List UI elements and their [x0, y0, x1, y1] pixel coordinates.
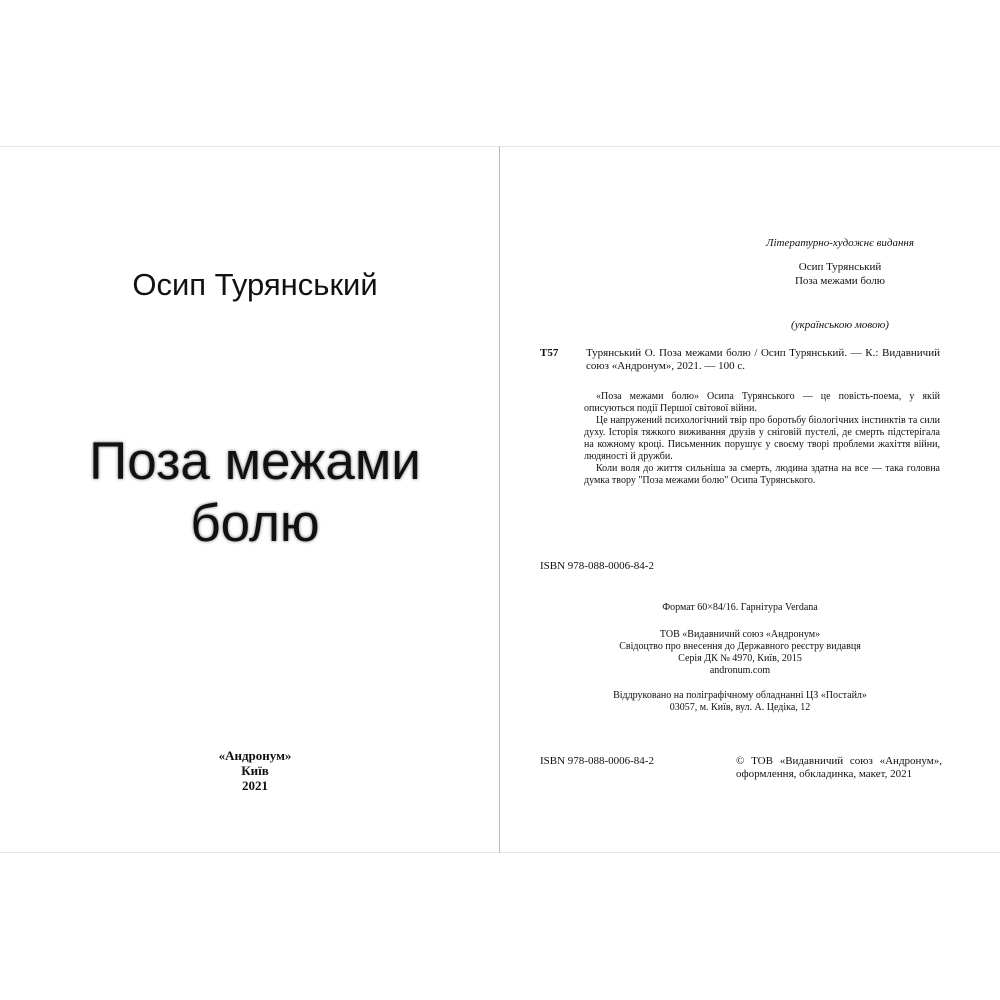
bibliographic-record: Турянський О. Поза межами болю / Осип Турянський. — К.: Видавничий союз «Андронум», 2021. — 100 с.: [586, 347, 940, 372]
imprint-title: Поза межами болю: [794, 275, 885, 287]
title-page-imprint: [0, 748, 510, 793]
format-info: Формат 60×84/16. Гарнітура Verdana: [662, 602, 818, 613]
annotation-paragraph: Це напружений психологічний твір про боротьбу біологічних інстинктів та сили духу. Історія тяжкого виживання друзів у сніговій пустелі, де смерть підстерігала на кожному кроці. Письменник порушує у своєму творі проблеми жахіття війни, людяності й дружби.: [584, 415, 940, 462]
book-title-line-2: болю: [190, 494, 320, 553]
title-page: [0, 147, 499, 854]
imprint-author: Осип Турянський: [798, 261, 882, 273]
publisher-website: andronum.com: [709, 665, 771, 676]
book-title-line-1: Поза межами: [89, 432, 421, 491]
publisher-info: [600, 629, 880, 677]
annotation: [584, 391, 940, 487]
language-note: (українською мовою): [791, 319, 889, 331]
edition-type: Літературно-художнє видання: [766, 237, 914, 249]
printer-info: [600, 690, 880, 714]
title-page-author: Осип Турянський: [132, 267, 378, 302]
publisher-line: ТОВ «Видавничий союз «Андронум»: [659, 629, 821, 640]
publication-year: 2021: [242, 778, 268, 793]
annotation-paragraph: «Поза межами болю» Осипа Турянського — це повість-поема, у якій описуються події Першої світової війни.: [584, 391, 940, 414]
publisher-line: Свідоцтво про внесення до Державного реєстру видавця: [619, 641, 861, 652]
page-gutter: [499, 146, 500, 853]
publication-city: Київ: [241, 763, 269, 778]
isbn-bottom: ISBN 978-088-0006-84-2: [540, 755, 654, 767]
annotation-paragraph: Коли воля до життя сильніша за смерть, людина здатна на все — така головна думка твору "Поза межами болю" Осипа Турянського.: [584, 463, 940, 486]
printer-line: Віддруковано на поліграфічному обладнанні ЦЗ «Постайл»: [613, 690, 867, 701]
book-spread: [0, 146, 1000, 853]
publisher-line: Серія ДК № 4970, Київ, 2015: [678, 653, 802, 664]
catalog-code: Т57: [540, 347, 559, 359]
publisher-name: «Андронум»: [218, 748, 292, 763]
copyright-notice: © ТОВ «Видавничий союз «Андронум», оформлення, обкладинка, макет, 2021: [736, 755, 942, 780]
isbn-top: ISBN 978-088-0006-84-2: [540, 560, 654, 572]
imprint-page: [500, 147, 1000, 854]
printer-address: 03057, м. Київ, вул. А. Цедіка, 12: [669, 702, 811, 713]
book-title: [0, 431, 510, 555]
